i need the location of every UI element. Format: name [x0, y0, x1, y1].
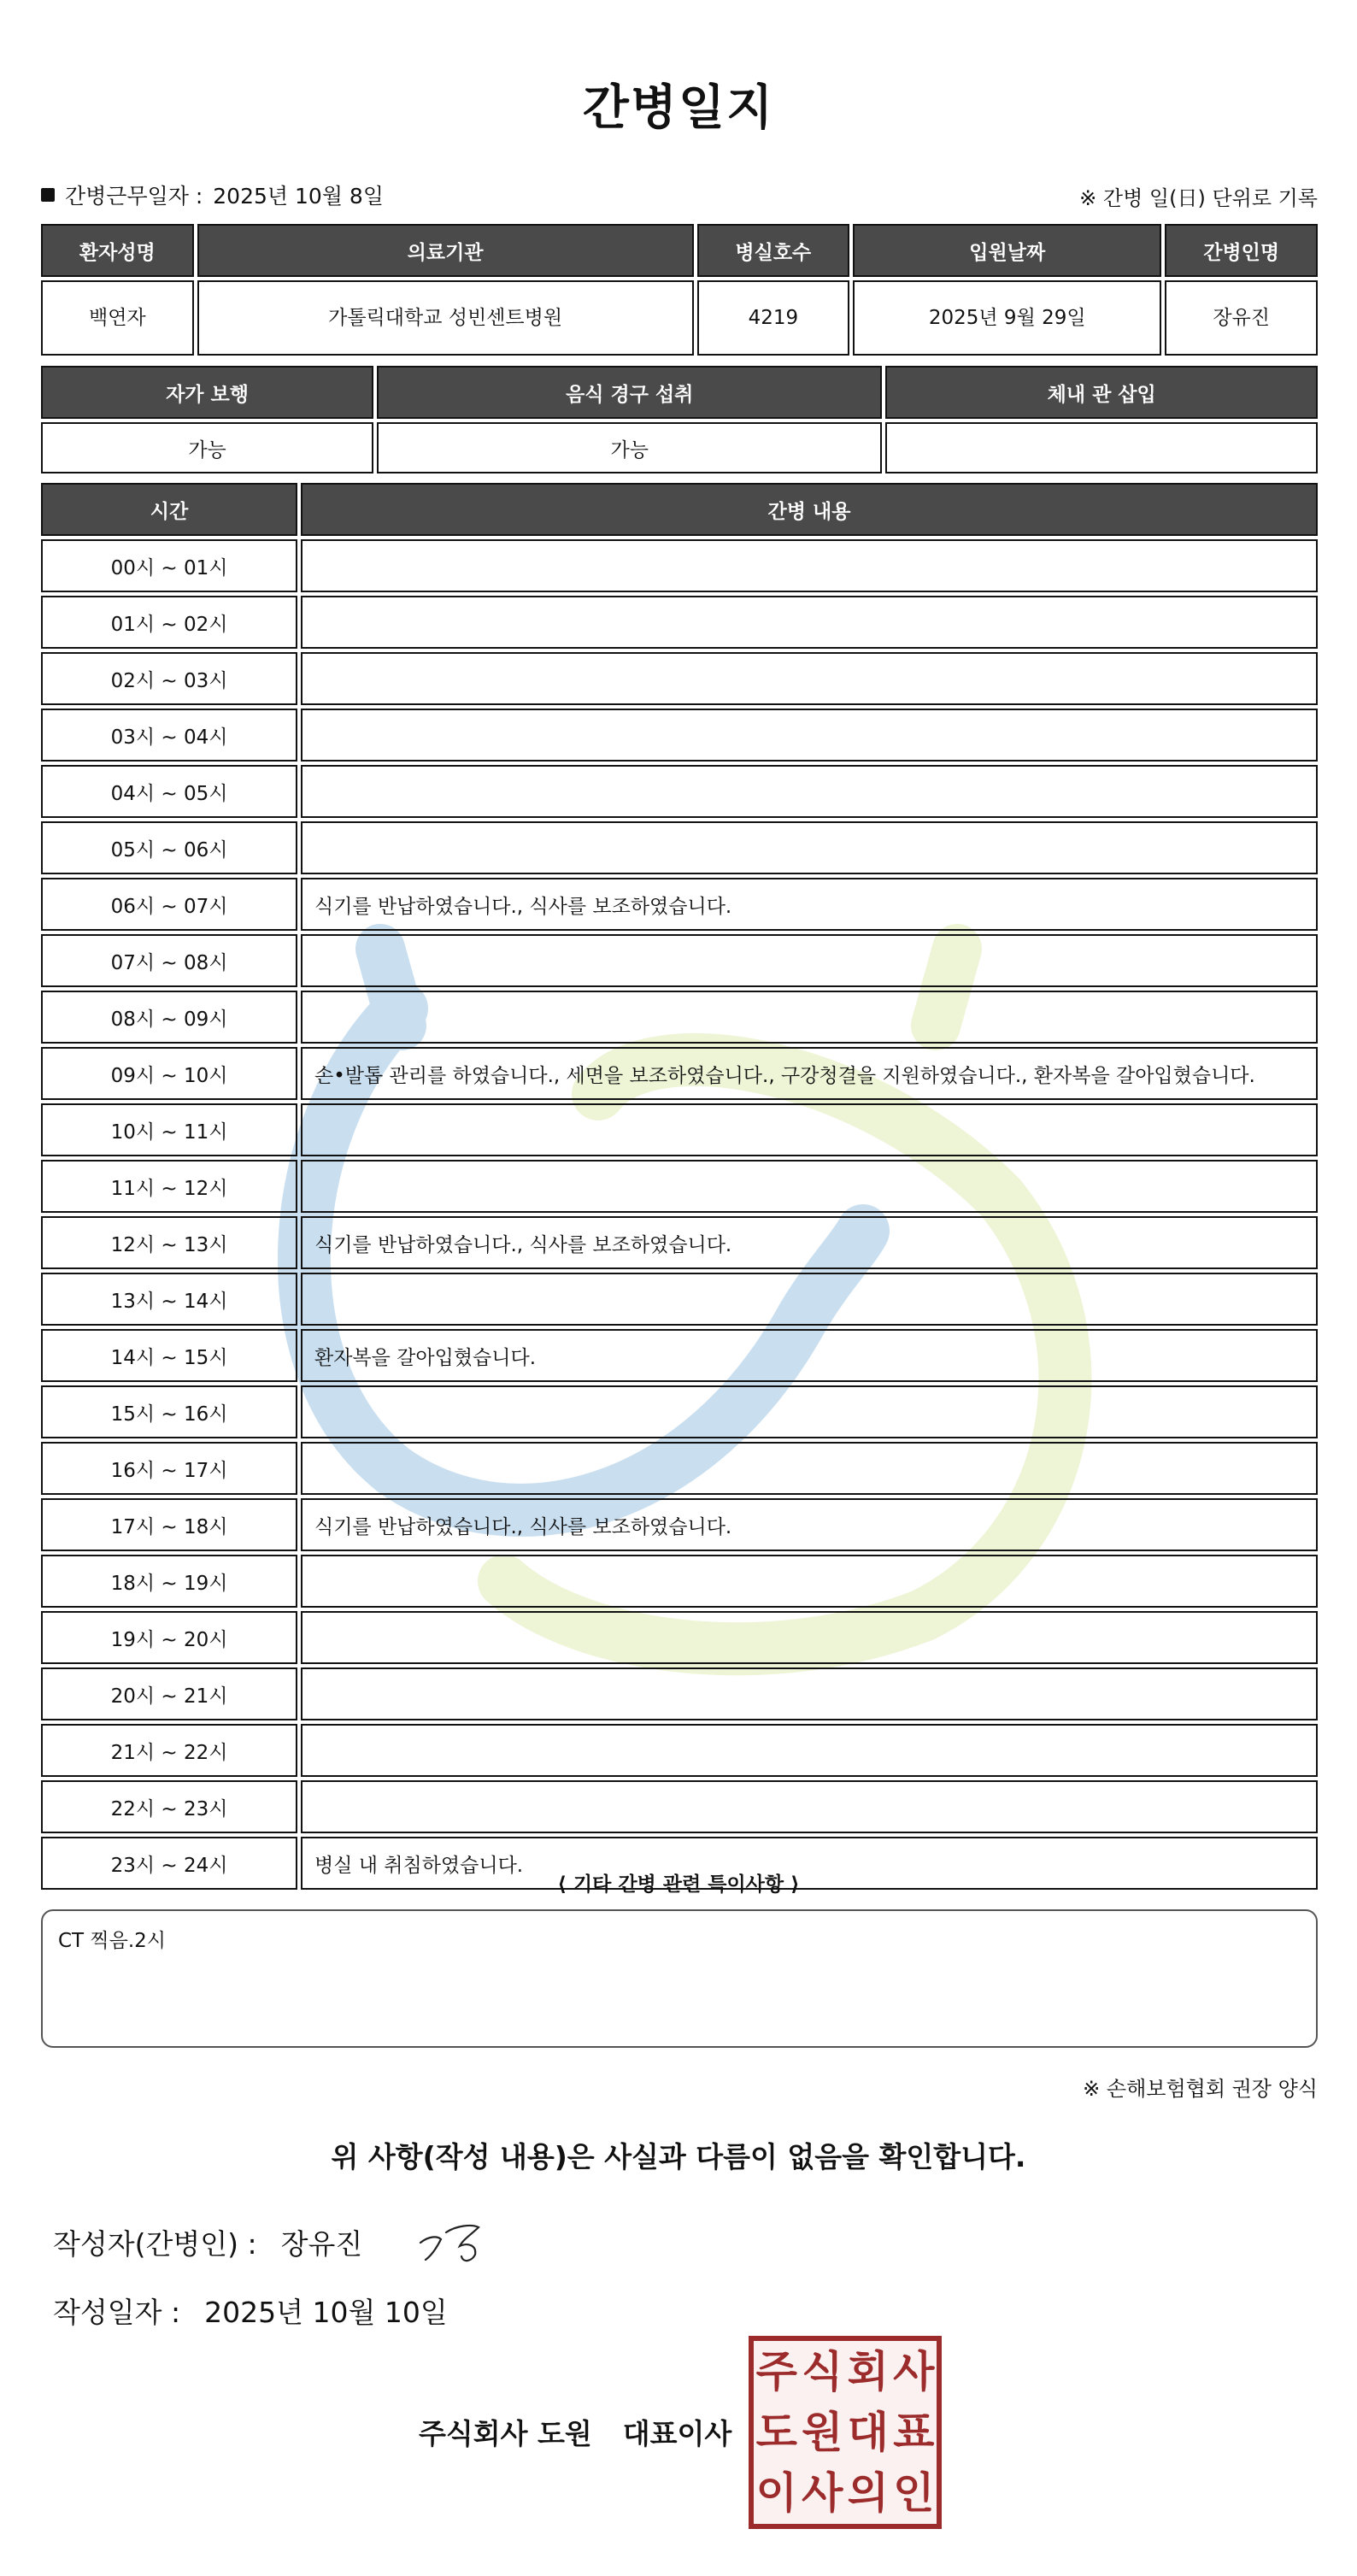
- care-content-cell: [301, 596, 1318, 649]
- table-row: [41, 652, 1318, 705]
- care-log-rows: [41, 539, 1318, 1890]
- time-cell: 18시 ~ 19시: [41, 1555, 297, 1608]
- time-cell: 13시 ~ 14시: [41, 1273, 297, 1326]
- table-row: [41, 1442, 1318, 1495]
- care-content-cell: [301, 1555, 1318, 1608]
- writer-name: 장유진: [280, 2227, 363, 2261]
- table-row: [41, 1555, 1318, 1608]
- written-date-label: 작성일자 :: [53, 2296, 181, 2329]
- time-cell: 20시 ~ 21시: [41, 1667, 297, 1720]
- table-row: [41, 539, 1318, 592]
- table-row: [41, 596, 1318, 649]
- care-content-cell: 식기를 반납하였습니다., 식사를 보조하였습니다.: [301, 1216, 1318, 1269]
- time-cell: 07시 ~ 08시: [41, 934, 297, 987]
- time-cell: 12시 ~ 13시: [41, 1216, 297, 1269]
- care-content-cell: [301, 934, 1318, 987]
- header-self-walking: 자가 보행: [41, 366, 373, 419]
- square-bullet-icon: [41, 188, 55, 202]
- hospital-name: 가톨릭대학교 성빈센트병원: [197, 280, 694, 356]
- table-row: [41, 1329, 1318, 1382]
- time-cell: 23시 ~ 24시: [41, 1837, 297, 1890]
- care-content-cell: [301, 1442, 1318, 1495]
- time-cell: 00시 ~ 01시: [41, 539, 297, 592]
- table-row: [41, 1667, 1318, 1720]
- signature: [412, 2217, 497, 2268]
- care-content-cell: 손•발톱 관리를 하였습니다., 세면을 보조하였습니다., 구강청결을 지원하였습니다., 환자복을 갈아입혔습니다.: [301, 1047, 1318, 1100]
- time-cell: 16시 ~ 17시: [41, 1442, 297, 1495]
- care-content-cell: 환자복을 갈아입혔습니다.: [301, 1329, 1318, 1382]
- page-title: 간병일지: [582, 80, 775, 136]
- care-content-cell: [301, 1103, 1318, 1156]
- time-cell: 09시 ~ 10시: [41, 1047, 297, 1100]
- time-cell: 11시 ~ 12시: [41, 1160, 297, 1213]
- writer-label: 작성자(간병인) :: [53, 2227, 257, 2261]
- table-row: [41, 1216, 1318, 1269]
- time-cell: 04시 ~ 05시: [41, 765, 297, 818]
- care-log-table: [38, 479, 1321, 1893]
- work-date-value: 2025년 10월 8일: [213, 184, 384, 209]
- table-row: [41, 1160, 1318, 1213]
- patient-info-table: [38, 221, 1321, 359]
- table-row: [41, 878, 1318, 931]
- table-row: [41, 934, 1318, 987]
- header-tube-insertion: 체내 관 삽입: [885, 366, 1318, 419]
- care-content-cell: [301, 821, 1318, 874]
- time-cell: 17시 ~ 18시: [41, 1498, 297, 1551]
- header-oral-intake: 음식 경구 섭취: [377, 366, 882, 419]
- time-cell: 15시 ~ 16시: [41, 1385, 297, 1438]
- company-name: 주식회사 도원: [419, 2417, 592, 2450]
- room-number: 4219: [697, 280, 850, 356]
- header-time: 시간: [41, 483, 297, 536]
- care-content-cell: [301, 1385, 1318, 1438]
- care-content-cell: [301, 1724, 1318, 1777]
- header-caregiver-name: 간병인명: [1165, 224, 1318, 277]
- table-row: [41, 1273, 1318, 1326]
- time-cell: 14시 ~ 15시: [41, 1329, 297, 1382]
- care-content-cell: [301, 1780, 1318, 1833]
- time-cell: 19시 ~ 20시: [41, 1611, 297, 1664]
- company-seal: 주 식 회 사 도 원 대 표 이 사 의 인: [749, 2336, 942, 2529]
- table-row: [41, 709, 1318, 762]
- work-date: [41, 179, 384, 210]
- time-cell: 03시 ~ 04시: [41, 709, 297, 762]
- unit-note: ※ 간병 일(日) 단위로 기록: [1079, 186, 1318, 210]
- care-content-cell: [301, 1667, 1318, 1720]
- care-content-cell: [301, 765, 1318, 818]
- care-content-cell: [301, 1160, 1318, 1213]
- time-cell: 10시 ~ 11시: [41, 1103, 297, 1156]
- care-content-cell: [301, 539, 1318, 592]
- time-cell: 22시 ~ 23시: [41, 1780, 297, 1833]
- time-cell: 08시 ~ 09시: [41, 991, 297, 1044]
- time-cell: 02시 ~ 03시: [41, 652, 297, 705]
- special-notes-box: CT 찍음.2시: [41, 1909, 1318, 2048]
- tube-insertion-value: [885, 422, 1318, 473]
- table-row: [41, 821, 1318, 874]
- written-date-line: [53, 2291, 448, 2331]
- care-content-cell: [301, 991, 1318, 1044]
- association-note: ※ 손해보험협회 권장 양식: [1083, 2077, 1318, 2101]
- header-room-number: 병실호수: [697, 224, 850, 277]
- table-row: [41, 1498, 1318, 1551]
- table-row: [41, 1103, 1318, 1156]
- care-content-cell: [301, 652, 1318, 705]
- table-row: [41, 1780, 1318, 1833]
- care-content-cell: [301, 1611, 1318, 1664]
- special-notes-heading: ⟨ 기타 간병 관련 특이사항 ⟩: [557, 1873, 800, 1896]
- table-row: [41, 1611, 1318, 1664]
- header-care-content: 간병 내용: [301, 483, 1318, 536]
- company-title: 대표이사: [622, 2417, 732, 2450]
- care-content-cell: [301, 1273, 1318, 1326]
- company-line: [419, 2412, 731, 2452]
- self-walking-value: 가능: [41, 422, 373, 473]
- patient-name: 백연자: [41, 280, 194, 356]
- written-date: 2025년 10월 10일: [204, 2296, 448, 2329]
- confirmation-statement: 위 사항(작성 내용)은 사실과 다름이 없음을 확인합니다.: [331, 2140, 1026, 2173]
- caregiver-name: 장유진: [1165, 280, 1318, 356]
- oral-intake-value: 가능: [377, 422, 882, 473]
- writer-line: [53, 2222, 497, 2268]
- table-row: [41, 765, 1318, 818]
- time-cell: 21시 ~ 22시: [41, 1724, 297, 1777]
- patient-status-table: [38, 362, 1321, 477]
- work-date-label: 간병근무일자 :: [65, 184, 203, 209]
- table-row: [41, 1047, 1318, 1100]
- table-row: [41, 991, 1318, 1044]
- table-row: [41, 1724, 1318, 1777]
- header-hospital: 의료기관: [197, 224, 694, 277]
- table-row: [41, 1385, 1318, 1438]
- header-patient-name: 환자성명: [41, 224, 194, 277]
- care-content-cell: 식기를 반납하였습니다., 식사를 보조하였습니다.: [301, 1498, 1318, 1551]
- care-content-cell: 병실 내 취침하였습니다.: [301, 1837, 1318, 1890]
- time-cell: 05시 ~ 06시: [41, 821, 297, 874]
- care-content-cell: [301, 709, 1318, 762]
- time-cell: 01시 ~ 02시: [41, 596, 297, 649]
- header-admission-date: 입원날짜: [853, 224, 1161, 277]
- time-cell: 06시 ~ 07시: [41, 878, 297, 931]
- care-content-cell: 식기를 반납하였습니다., 식사를 보조하였습니다.: [301, 878, 1318, 931]
- admission-date: 2025년 9월 29일: [853, 280, 1161, 356]
